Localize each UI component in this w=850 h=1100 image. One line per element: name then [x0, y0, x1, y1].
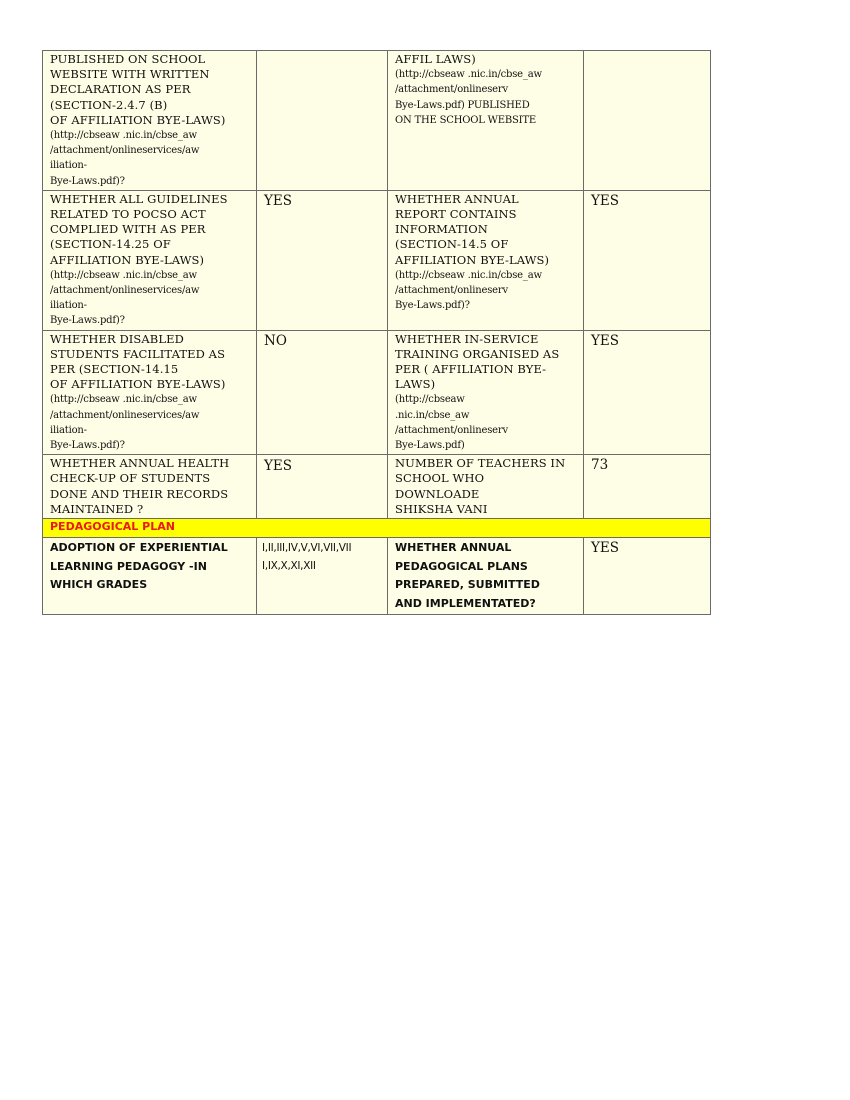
answer-cell	[257, 190, 388, 330]
question-cell	[388, 190, 584, 330]
answer-value: YES	[591, 332, 620, 349]
section-row	[43, 519, 711, 538]
question-cell	[43, 330, 257, 455]
answer-cell	[584, 190, 711, 330]
answer-cell	[257, 455, 388, 519]
question-text: WHETHER ANNUAL HEALTH CHECK-UP OF STUDENTS DONE AND THEIR RECORDS MAINTAINED ?	[50, 456, 230, 516]
table-row	[43, 51, 711, 191]
table-row	[43, 190, 711, 330]
bye-laws-link[interactable]: (http://cbseaw .nic.in/cbse_aw /attachment/onlineserv Bye-Laws.pdf) PUBLISHED ON THE SCHOOL WEBSITE	[395, 69, 542, 126]
question-cell	[43, 455, 257, 519]
answer-cell	[584, 51, 711, 191]
question-text: PUBLISHED ON SCHOOL WEBSITE WITH WRITTEN DECLARATION AS PER (SECTION-2.4.7 (B) OF AFFILIATION BYE-LAWS)	[50, 52, 226, 127]
form-table	[42, 50, 711, 615]
answer-cell	[584, 455, 711, 519]
answer-value: 73	[591, 457, 609, 474]
answer-value: YES	[264, 192, 293, 209]
question-cell	[388, 51, 584, 191]
table-row	[43, 455, 711, 519]
answer-cell	[584, 330, 711, 455]
question-cell	[388, 330, 584, 455]
answer-value: NO	[264, 332, 287, 349]
answer-cell	[257, 51, 388, 191]
question-text: WHETHER ALL GUIDELINES RELATED TO POCSO ACT COMPLIED WITH AS PER (SECTION-14.25 OF AFFILIATION BYE-LAWS)	[50, 191, 228, 267]
question-cell	[43, 190, 257, 330]
question-text: NUMBER OF TEACHERS IN SCHOOL WHO DOWNLOADE SHIKSHA VANI	[395, 456, 566, 516]
answer-cell	[257, 538, 388, 615]
answer-cell	[257, 330, 388, 455]
bye-laws-link[interactable]: (http://cbseaw .nic.in/cbse_aw /attachment/onlineserv Bye-Laws.pdf)?	[395, 269, 542, 312]
question-text: WHETHER DISABLED STUDENTS FACILITATED AS PER (SECTION-14.15 OF AFFILIATION BYE-LAWS)	[50, 331, 226, 392]
question-text: ADOPTION OF EXPERIENTIAL LEARNING PEDAGOGY -IN WHICH GRADES	[50, 541, 228, 592]
question-text: WHETHER ANNUAL REPORT CONTAINS INFORMATION (SECTION-14.5 OF AFFILIATION BYE-LAWS)	[395, 191, 550, 267]
bye-laws-link[interactable]: (http://cbseaw .nic.in/cbse_aw /attachment/onlineservices/aw iliation- Bye-Laws.pdf)?	[50, 130, 200, 187]
table-row	[43, 330, 711, 455]
bye-laws-link[interactable]: (http://cbseaw .nic.in/cbse_aw /attachment/onlineserv Bye-Laws.pdf)	[395, 394, 508, 452]
answer-value: YES	[264, 458, 293, 475]
question-cell	[43, 51, 257, 191]
bye-laws-link[interactable]: (http://cbseaw .nic.in/cbse_aw /attachment/onlineservices/aw iliation- Bye-Laws.pdf)?	[50, 394, 200, 452]
table-row	[43, 538, 711, 615]
question-text: WHETHER ANNUAL PEDAGOGICAL PLANS PREPARED, SUBMITTED AND IMPLEMENTATED?	[395, 541, 540, 610]
grades-value: I,II,III,IV,V,VI,VII,VII I,IX,X,XI,XII	[262, 542, 352, 573]
answer-value: YES	[591, 540, 620, 557]
question-text: AFFIL LAWS)	[395, 52, 476, 66]
question-cell	[388, 538, 584, 615]
answer-cell	[584, 538, 711, 615]
bye-laws-link[interactable]: (http://cbseaw .nic.in/cbse_aw /attachment/onlineservices/aw iliation- Bye-Laws.pdf)?	[50, 269, 200, 327]
question-text: WHETHER IN-SERVICE TRAINING ORGANISED AS PER ( AFFILIATION BYE- LAWS)	[395, 331, 560, 392]
answer-value: YES	[591, 192, 620, 209]
section-title: PEDAGOGICAL PLAN	[43, 519, 711, 538]
question-cell	[43, 538, 257, 615]
question-cell	[388, 455, 584, 519]
